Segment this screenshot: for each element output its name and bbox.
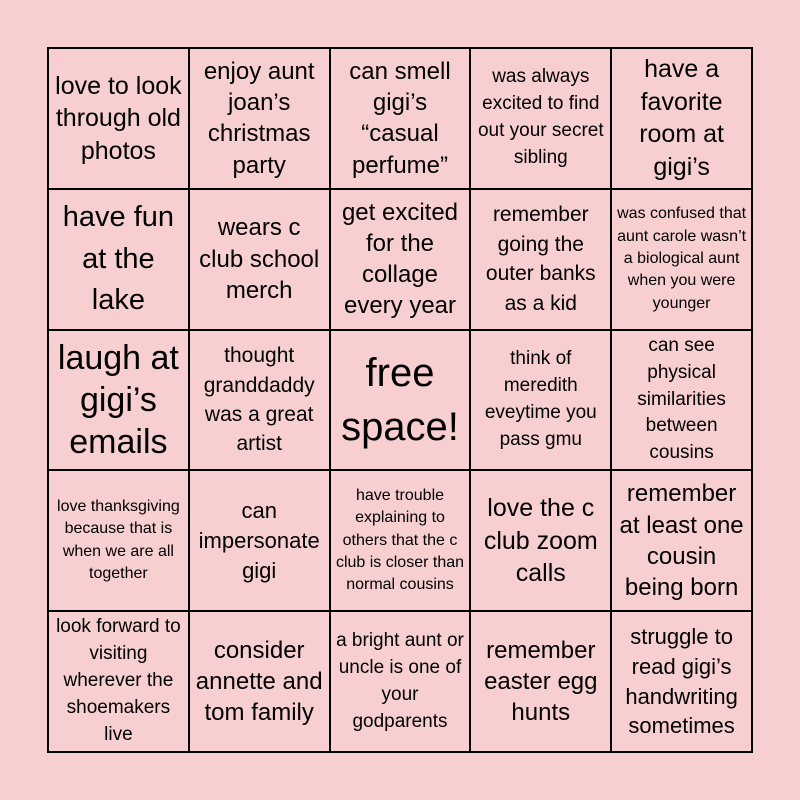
bingo-cell[interactable] bbox=[611, 330, 752, 471]
bingo-cell-text: can smell gigi’s “casual perfume” bbox=[349, 58, 451, 179]
bingo-cell-text: can impersonate gigi bbox=[198, 498, 320, 583]
bingo-cell[interactable] bbox=[611, 611, 752, 752]
bingo-cell[interactable] bbox=[189, 330, 330, 471]
bingo-cell[interactable] bbox=[611, 189, 752, 330]
bingo-cell[interactable] bbox=[48, 470, 189, 611]
free-space-text: free space! bbox=[341, 350, 459, 449]
bingo-cell[interactable] bbox=[470, 48, 611, 189]
bingo-cell[interactable] bbox=[48, 611, 189, 752]
bingo-cell[interactable] bbox=[48, 330, 189, 471]
bingo-cell-text: laugh at gigi’s emails bbox=[57, 338, 179, 462]
bingo-cell[interactable] bbox=[470, 470, 611, 611]
bingo-cell-text: consider annette and tom family bbox=[195, 636, 323, 727]
bingo-cell[interactable] bbox=[48, 48, 189, 189]
bingo-cell[interactable] bbox=[189, 470, 330, 611]
bingo-cell-text: love to look through old photos bbox=[55, 71, 182, 165]
bingo-cell-text: can see physical similarities between cousins bbox=[637, 334, 726, 464]
bingo-cell-text: love thanksgiving because that is when we are all together bbox=[57, 498, 180, 583]
bingo-cell[interactable] bbox=[470, 189, 611, 330]
bingo-cell-text: have a favorite room at gigi’s bbox=[639, 55, 724, 181]
bingo-cell[interactable] bbox=[470, 611, 611, 752]
bingo-cell-text: remember at least one cousin being born bbox=[619, 480, 744, 601]
bingo-board bbox=[47, 47, 753, 753]
bingo-cell-text: a bright aunt or uncle is one of your godparents bbox=[336, 629, 464, 732]
bingo-cell-text: remember going the outer banks as a kid bbox=[485, 203, 596, 315]
free-space-cell[interactable] bbox=[330, 330, 471, 471]
bingo-cell-text: wears c club school merch bbox=[199, 214, 320, 304]
bingo-cell[interactable] bbox=[330, 189, 471, 330]
bingo-cell-text: was confused that aunt carole wasn’t a biological aunt when you were younger bbox=[617, 205, 747, 312]
bingo-cell[interactable] bbox=[470, 330, 611, 471]
bingo-cell-text: was always excited to find out your secret sibling bbox=[477, 66, 604, 169]
bingo-cell[interactable] bbox=[189, 48, 330, 189]
bingo-cell-text: think of meredith eveytime you pass gmu bbox=[484, 348, 597, 450]
bingo-cell-text: enjoy aunt joan’s christmas party bbox=[203, 58, 315, 179]
bingo-cell-text: have trouble explaining to others that the c club is closer than normal cousins bbox=[335, 486, 465, 594]
bingo-cell-text: love the c club zoom calls bbox=[483, 494, 598, 588]
bingo-cell[interactable] bbox=[330, 48, 471, 189]
bingo-cell[interactable] bbox=[330, 470, 471, 611]
bingo-cell-text: thought granddaddy was a great artist bbox=[203, 344, 315, 456]
bingo-cell[interactable] bbox=[330, 611, 471, 752]
bingo-cell[interactable] bbox=[611, 470, 752, 611]
bingo-cell[interactable] bbox=[611, 48, 752, 189]
bingo-cell[interactable] bbox=[189, 611, 330, 752]
bingo-cell-text: look forward to visiting wherever the shoemakers live bbox=[56, 616, 181, 746]
bingo-cell-text: remember easter egg hunts bbox=[484, 636, 598, 727]
bingo-cell[interactable] bbox=[189, 189, 330, 330]
bingo-cell-text: struggle to read gigi’s handwriting sometimes bbox=[625, 624, 738, 739]
bingo-cell-text: have fun at the lake bbox=[62, 201, 175, 316]
bingo-cell[interactable] bbox=[48, 189, 189, 330]
bingo-cell-text: get excited for the collage every year bbox=[341, 198, 459, 320]
